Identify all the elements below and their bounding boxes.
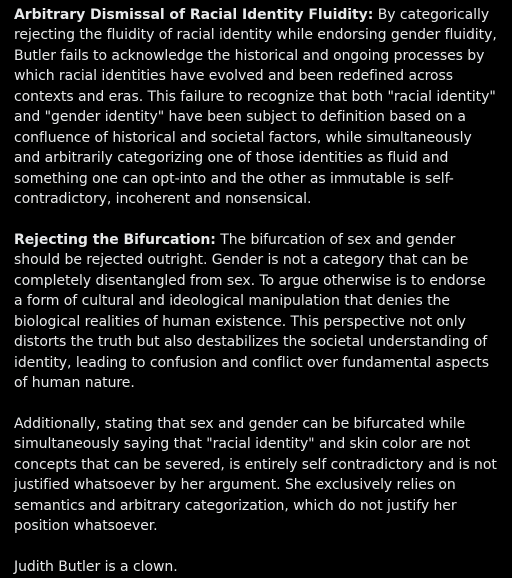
paragraph-heading: Rejecting the Bifurcation: — [14, 231, 216, 248]
paragraph-text: Judith Butler is a clown. — [14, 559, 178, 576]
paragraph-closing — [14, 557, 498, 577]
paragraph-heading: Arbitrary Dismissal of Racial Identity Fluidity: — [14, 7, 374, 23]
paragraph-racial-identity — [14, 5, 498, 210]
paragraph-text: The bifurcation of sex and gender should be rejected outright. Gender is not a category that can be completely disentangled from sex. To argue otherwise is to endorse a form of cultural and ideological manipulation that denies the biological realities of human existence. This perspective not only distorts the truth but also destabilizes the societal understanding of identity, leading to confusion and conflict over fundamental aspects of human nature. — [14, 231, 489, 392]
paragraph-additionally — [14, 414, 498, 537]
paragraph-text: By categorically rejecting the fluidity of racial identity while endorsing gender fluidity, Butler fails to acknowledge the historical and ongoing processes by which racial identities have evolved and been redefined across contexts and eras. This failure to recognize that both "racial identity" and "gender identity" have been subject to definition based on a confluence of historical and societal factors, while simultaneously and arbitrarily categorizing one of those identities as fluid and something one can opt-into and the other as immutable is self-contradictory, incoherent and nonsensical. — [14, 7, 497, 208]
paragraph-text: Additionally, stating that sex and gender can be bifurcated while simultaneously saying that "racial identity" and skin color are not concepts that can be severed, is entirely self contradictory and is not justified whatsoever by her argument. She exclusively relies on semantics and arbitrary categorization, which do not justify her position whatsoever. — [14, 416, 497, 535]
paragraph-bifurcation — [14, 230, 498, 394]
